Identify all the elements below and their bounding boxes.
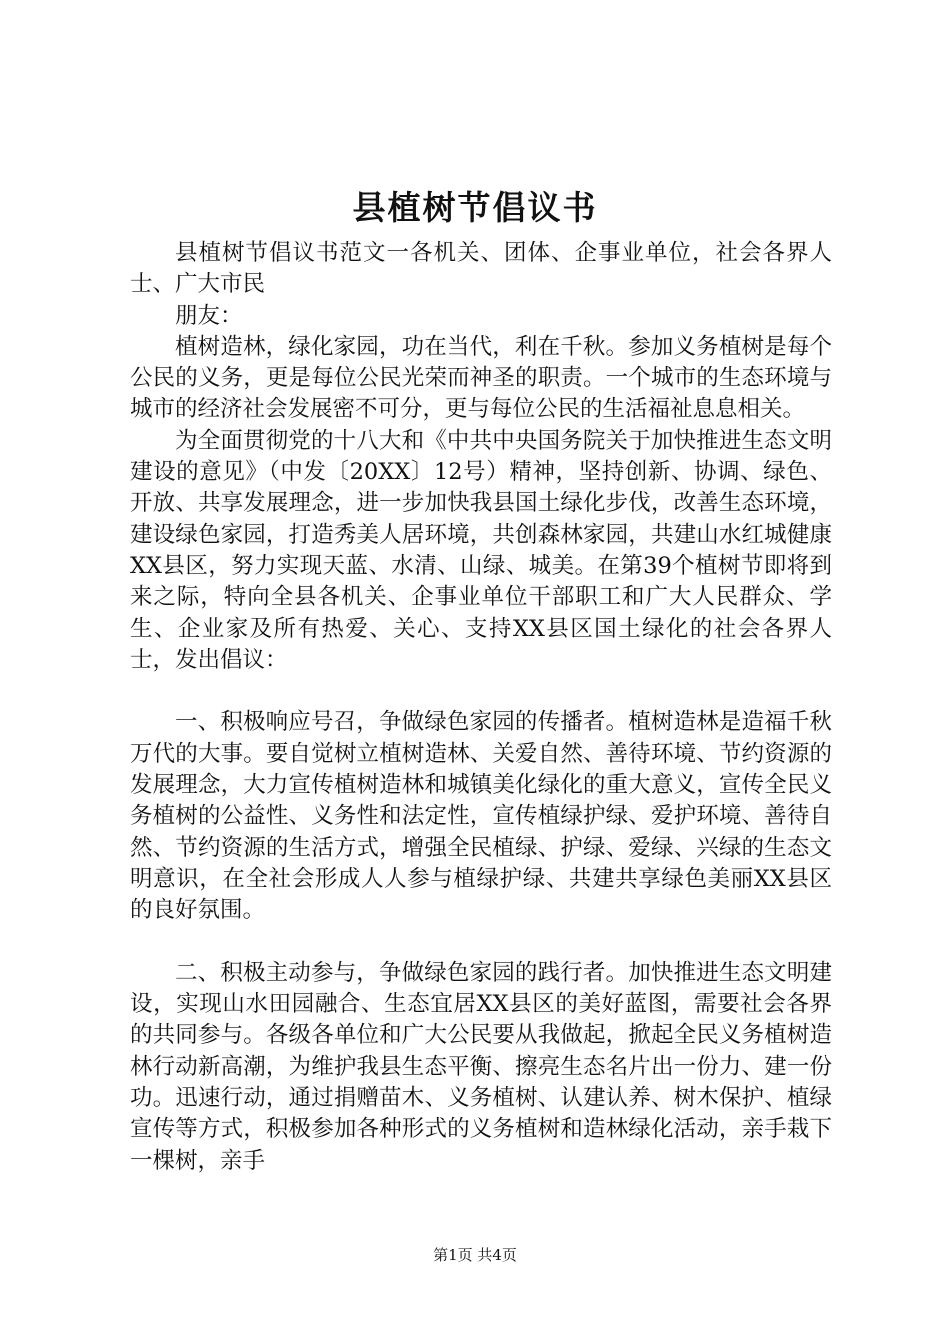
paragraph-spacer bbox=[130, 927, 832, 958]
paragraph-intro: 县植树节倡议书范文一各机关、团体、企事业单位，社会各界人士、广大市民 bbox=[130, 240, 832, 298]
document-body bbox=[130, 238, 832, 1177]
page-number-footer: 第1页 共4页 bbox=[433, 1246, 517, 1264]
paragraph-point-one: 一、积极响应号召，争做绿色家园的传播者。植树造林是造福千秋万代的大事。要自觉树立植树造林、关爱自然、善待环境、节约资源的发展理念，大力宣传植树造林和城镇美化绿化的重大意义，宣传全民义务植树的公益性、义务性和法定性，宣传植绿护绿、爱护环境、善待自然、节约资源的生活方式，增强全民植绿、护绿、爱绿、兴绿的生态文明意识，在全社会形成人人参与植绿护绿、共建共享绿色美丽XX县区的良好氛围。 bbox=[130, 709, 832, 924]
paragraph-significance: 植树造林，绿化家园，功在当代，利在千秋。参加义务植树是每个公民的义务，更是每位公民光荣而神圣的职责。一个城市的生态环境与城市的经济社会发展密不可分，更与每位公民的生活福祉息息相关。 bbox=[130, 333, 832, 423]
paragraph-spacer bbox=[130, 676, 832, 707]
paragraph-salutation: 朋友： bbox=[175, 302, 243, 329]
paragraph-point-two: 二、积极主动参与，争做绿色家园的践行者。加快推进生态文明建设，实现山水田园融合、生态宜居XX县区的美好蓝图，需要社会各界的共同参与。各级各单位和广大公民要从我做起，掀起全民义务植树造林行动新高潮，为维护我县生态平衡、擦亮生态名片出一份力、建一份功。迅速行动，通过捐赠苗木、义务植树、认建认养、树木保护、植绿宣传等方式，积极参加各种形式的义务植树和造林绿化活动，亲手栽下一棵树，亲手 bbox=[130, 959, 832, 1174]
paragraph-initiative: 为全面贯彻党的十八大和《中共中央国务院关于加快推进生态文明建设的意见》（中发〔20XX〕12号）精神，坚持创新、协调、绿色、开放、共享发展理念，进一步加快我县国土绿化步伐，改善生态环境，建设绿色家园，打造秀美人居环境，共创森林家园，共建山水红城健康XX县区，努力实现天蓝、水清、山绿、城美。在第39个植树节即将到来之际，特向全县各机关、企事业单位干部职工和广大人民群众、学生、企业家及所有热爱、关心、支持XX县区国土绿化的社会各界人士，发出倡议： bbox=[130, 427, 832, 673]
document-title: 县植树节倡议书 bbox=[352, 188, 598, 227]
